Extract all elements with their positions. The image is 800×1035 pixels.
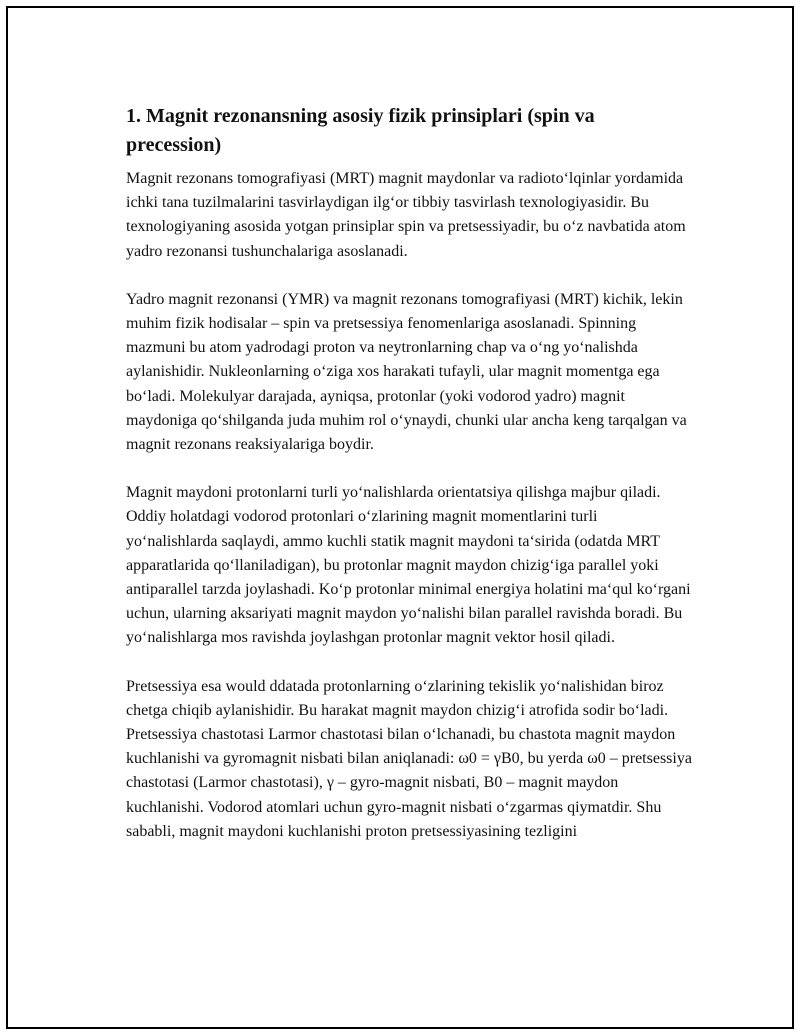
section-title: 1. Magnit rezonansning asosiy fizik prinsiplari (spin va precession)	[126, 105, 595, 156]
paragraph-spin: Yadro magnit rezonansi (YMR) va magnit rezonans tomografiyasi (MRT) kichik, lekin muhim fizik hodisalar – spin va pretsessiya fenomenlariga asoslanadi. Spinning mazmuni bu atom yadrodagi proton va neytronlarning chap va o‘ng yo‘nalishda aylanishidir. Nukleonlarning o‘ziga xos harakati tufayli, ular magnit momentga ega bo‘ladi. Molekulyar darajada, ayniqsa, protonlar (yoki vodorod yadro) magnit maydoniga qo‘shilganda juda muhim rol o‘ynaydi, chunki ular ancha keng tarqalgan va magnit rezonans reaksiyalariga boydir.	[126, 290, 687, 454]
paragraph-magnetic-field: Magnit maydoni protonlarni turli yo‘nalishlarda orientatsiya qilishga majbur qiladi. Oddiy holatdagi vodorod protonlari o‘zlarining magnit momentlarini turli yo‘nalishlarda saqlaydi, ammo kuchli statik magnit maydoni ta‘sirida (odatda MRT apparatlarida qo‘llaniladigan), bu protonlar magnit maydon chizig‘iga parallel yoki antiparallel tarzda joylashadi. Ko‘p protonlar minimal energiya holatini ma‘qul ko‘rgani uchun, ularning aksariyati magnit maydon yo‘nalishi bilan parallel ravishda boradi. Bu yo‘nalishlarga mos ravishda joylashgan protonlar magnit vektor hosil qiladi.	[126, 484, 691, 647]
paragraph-intro: Magnit rezonans tomografiyasi (MRT) magnit maydonlar va radioto‘lqinlar yordamida ichki tana tuzilmalarini tasvirlaydigan ilg‘or tibbiy tasvirlash texnologiyasidir. Bu texnologiyaning asosida yotgan prinsiplar spin va pretsessiyadir, bu o‘z navbatida atom yadro rezonansi tushunchalariga asoslanadi.	[126, 170, 686, 260]
page-frame	[6, 6, 794, 1029]
document-body	[126, 102, 692, 868]
paragraph-precession: Pretsessiya esa would ddatada protonlarning o‘zlarining tekislik yo‘nalishidan biroz chetga chiqib aylanishidir. Bu harakat magnit maydon chizig‘i atrofida sodir bo‘ladi. Pretsessiya chastotasi Larmor chastotasi bilan o‘lchanadi, bu chastota magnit maydon kuchlanishi va gyromagnit nisbati bilan aniqlanadi: ω0 = γB0, bu yerda ω0 – pretsessiya chastotasi (Larmor chastotasi), γ – gyro-magnit nisbati, B0 – magnit maydon kuchlanishi. Vodorod atomlari uchun gyro-magnit nisbati o‘zgarmas qiymatdir. Shu sababli, magnit maydoni kuchlanishi proton pretsessiyasining tezligini	[126, 677, 692, 840]
